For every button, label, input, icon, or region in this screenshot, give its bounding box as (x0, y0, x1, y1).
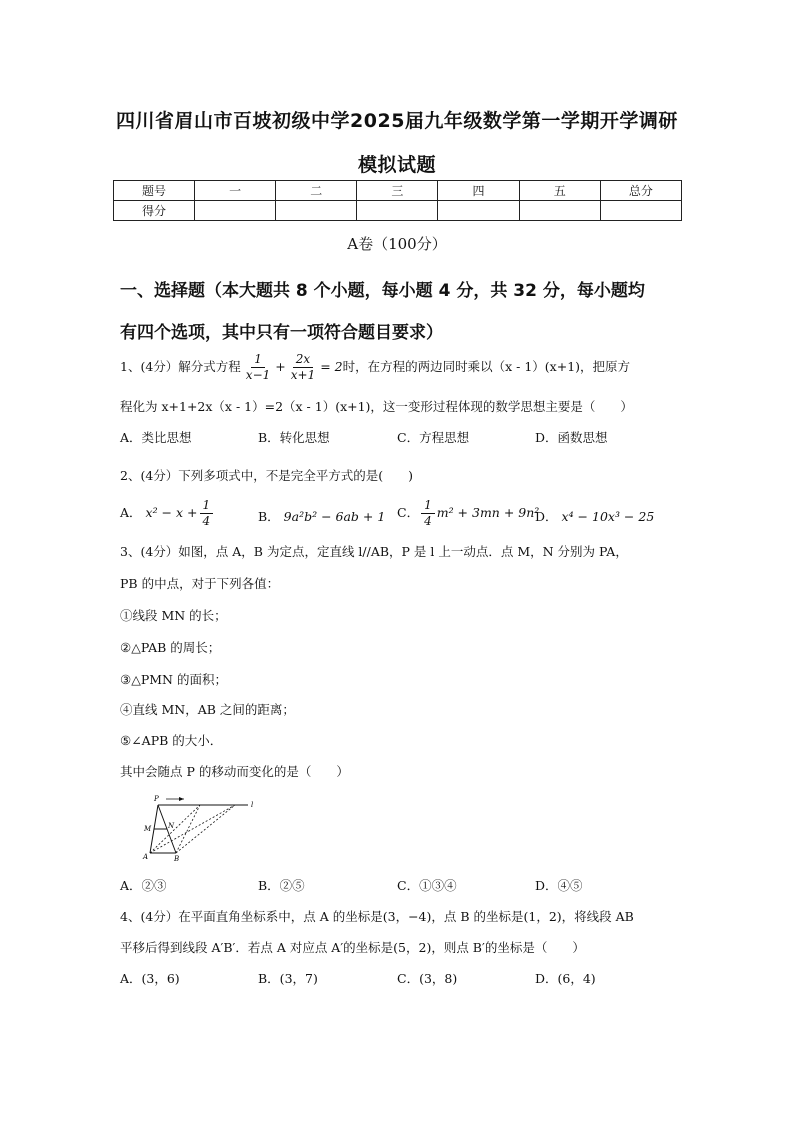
q2-c-denominator: 4 (424, 514, 432, 528)
q1-fraction-2 (288, 352, 318, 383)
exam-title-line2: 模拟试题 (357, 154, 436, 176)
q3-item-3: ③△PMN 的面积； (120, 672, 227, 687)
score-header-cell: 总分 (600, 181, 681, 201)
q2-option-c-label: C． (397, 505, 420, 520)
q2-option-c-fraction (421, 498, 435, 529)
question-2-stem: 2、(4分）下列多项式中，不是完全平方式的是( ) (120, 468, 414, 483)
q1-prefix: 1、(4分）解分式方程 (120, 359, 241, 374)
score-table (113, 180, 682, 221)
q2-option-b-expr: 9a²b² − 6ab + 1 (283, 509, 386, 524)
q3-item-4: ④直线 MN，AB 之间的距离； (120, 702, 295, 717)
q1-suffix: 时，在方程的两边同时乘以（x - 1）(x+1)，把原方 (342, 359, 631, 374)
q3-option-d[interactable]: D．④⑤ (535, 878, 583, 893)
q1-frac1-numerator: 1 (251, 352, 265, 368)
dashed-line (176, 805, 200, 853)
label-n: N (168, 822, 175, 830)
q4-option-c[interactable]: C．(3，8) (397, 971, 458, 986)
q1-equals: = 2 (320, 359, 343, 374)
q3-option-b[interactable]: B．②⑤ (258, 878, 305, 893)
q2-option-a-fraction (200, 498, 214, 529)
q4-option-a[interactable]: A．(3，6) (120, 971, 180, 986)
q2-option-a-expr: x² − x + (145, 505, 198, 520)
label-m: M (144, 825, 152, 833)
section-heading-line2: 有四个选项，其中只有一项符合题目要求） (120, 323, 443, 343)
q1-option-c[interactable]: C．方程思想 (397, 430, 470, 445)
score-table-header-row (114, 181, 682, 201)
score-header-cell: 五 (519, 181, 600, 201)
section-heading-line1: 一、选择题（本大题共 8 个小题，每小题 4 分，共 32 分，每小题均 (120, 281, 645, 301)
label-a: A (143, 853, 149, 861)
exam-title-line1: 四川省眉山市百坡初级中学2025届九年级数学第一学期开学调研 (116, 110, 678, 132)
label-b: B (174, 855, 180, 863)
q2-option-b[interactable] (258, 507, 385, 525)
volume-heading: A卷（100分） (347, 235, 447, 253)
question-4-line1: 4、(4分）在平面直角坐标系中，点 A 的坐标是(3，−4)，点 B 的坐标是(1，2)，将线段 AB (120, 909, 634, 924)
score-header-cell: 三 (357, 181, 438, 201)
score-header-cell: 二 (276, 181, 357, 201)
score-cell (438, 201, 519, 221)
question-3-line1: 3、(4分）如图，点 A，B 为定点，定直线 l//AB，P 是 l 上一动点．点 M，N 分别为 PA， (120, 544, 628, 559)
q1-fraction-1 (243, 352, 273, 383)
q2-a-denominator: 4 (202, 514, 211, 528)
question-3-line2: PB 的中点，对于下列各值： (120, 576, 280, 591)
q2-option-a-label: A． (120, 505, 142, 520)
q3-item-1: ①线段 MN 的长； (120, 608, 227, 623)
q1-option-a[interactable]: A．类比思想 (120, 430, 192, 445)
motion-arrowhead (179, 797, 184, 801)
q2-a-numerator: 1 (200, 498, 214, 514)
q2-option-d[interactable] (535, 507, 654, 525)
q2-option-a[interactable] (120, 498, 215, 529)
label-p: P (154, 795, 159, 803)
score-header-cell: 题号 (114, 181, 195, 201)
q4-option-d[interactable]: D．(6，4) (535, 971, 596, 986)
score-cell (195, 201, 276, 221)
q3-geometry-figure (140, 795, 260, 863)
label-l: l (251, 801, 254, 809)
q1-frac2-denominator: x+1 (290, 368, 316, 382)
q3-option-a[interactable]: A．②③ (120, 878, 167, 893)
q1-plus: + (275, 359, 286, 374)
score-cell (357, 201, 438, 221)
q1-frac2-numerator: 2x (293, 352, 313, 368)
q2-option-d-expr: x⁴ − 10x³ − 25 (561, 509, 655, 524)
score-cell (600, 201, 681, 221)
q2-option-c-expr: m² + 3mn + 9n² (436, 505, 540, 520)
dashed-line (176, 805, 235, 853)
q4-option-b[interactable]: B．(3，7) (258, 971, 318, 986)
q3-question: 其中会随点 P 的移动而变化的是（ ） (120, 764, 349, 779)
score-header-cell: 四 (438, 181, 519, 201)
score-cell (519, 201, 600, 221)
q2-c-numerator: 1 (421, 498, 435, 514)
q1-frac1-denominator: x−1 (245, 368, 271, 382)
q3-item-2: ②△PAB 的周长； (120, 640, 221, 655)
q1-option-b[interactable]: B．转化思想 (258, 430, 330, 445)
q3-item-5: ⑤∠APB 的大小． (120, 733, 223, 748)
score-row-label: 得分 (114, 201, 195, 221)
q1-option-d[interactable]: D．函数思想 (535, 430, 608, 445)
q2-option-b-label: B． (258, 509, 280, 524)
score-header-cell: 一 (195, 181, 276, 201)
q2-option-d-label: D． (535, 509, 558, 524)
question-4-line2: 平移后得到线段 A′B′．若点 A 对应点 A′的坐标是(5，2)，则点 B′的坐标是（ ） (120, 940, 585, 955)
q2-option-c[interactable] (397, 498, 539, 529)
score-cell (276, 201, 357, 221)
question-1-stem (120, 352, 630, 383)
q3-option-c[interactable]: C．①③④ (397, 878, 457, 893)
question-1-line2: 程化为 x+1+2x（x - 1）=2（x - 1）(x+1)，这一变形过程体现的数学思想主要是（ ） (120, 399, 633, 414)
score-table-score-row (114, 201, 682, 221)
